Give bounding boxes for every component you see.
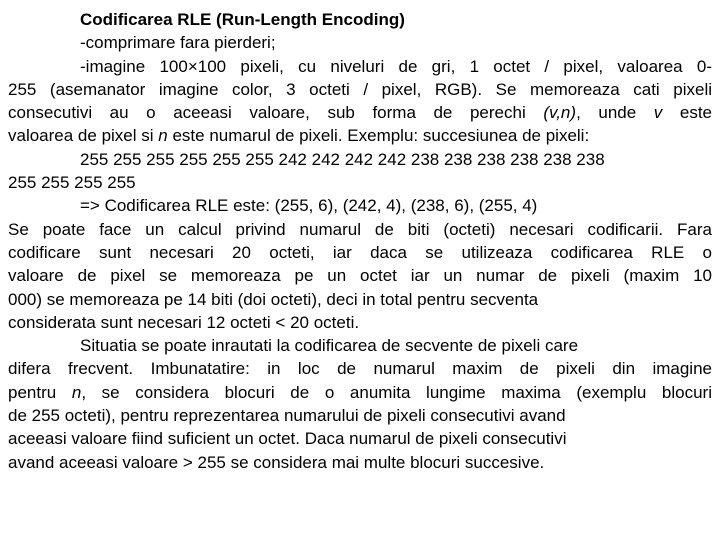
- document-title: Codificarea RLE (Run-Length Encoding): [80, 10, 405, 29]
- text-line-3: 255 (asemanator imagine color, 3 octeti / pixel, RGB). Se memoreaza cati pixeli: [8, 79, 712, 99]
- text-segment: pentru: [8, 382, 72, 402]
- pixel-sequence-line-1: 255 255 255 255 255 255 242 242 242 242 238 238 238 238 238 238: [80, 149, 605, 169]
- text-segment: este: [662, 103, 712, 123]
- text-line-11: valoare de pixel se memoreaza pe un octet iar un numar de pixeli (maxim 10: [8, 266, 712, 286]
- text-segment-italic: n: [71, 382, 82, 402]
- text-segment-italic: n: [158, 126, 168, 146]
- rle-result-line: => Codificarea RLE este: (255, 6), (242, 4), (238, 6), (255, 4): [80, 196, 538, 216]
- text-line-2: -imagine 100×100 pixeli, cu niveluri de gri, 1 octet / pixel, valoarea 0-: [80, 56, 712, 76]
- text-line-4: [8, 101, 712, 124]
- text-line-9: Se poate face un calcul privind numarul de biti (octeti) necesari codificarii. Fara: [8, 219, 712, 239]
- text-line-1: -comprimare fara pierderi;: [80, 33, 276, 53]
- text-line-12: 000) se memoreaza pe 14 biti (doi octeti), deci in total pentru secventa: [8, 289, 539, 309]
- text-line-19: avand aceeasi valoare > 255 se considera mai multe blocuri succesive.: [8, 452, 545, 472]
- text-line-17: de 255 octeti), pentru reprezentarea numarului de pixeli consecutivi avand: [8, 406, 566, 426]
- text-line-14: Situatia se poate inrautati la codificarea de secvente de pixeli care: [80, 336, 579, 356]
- text-line-5: [8, 124, 712, 147]
- text-line-13: considerata sunt necesari 12 octeti < 20 octeti.: [8, 312, 360, 332]
- text-line-18: aceeasi valoare fiind suficient un octet. Daca numarul de pixeli consecutivi: [8, 429, 567, 449]
- text-segment-italic: (v,n): [543, 103, 577, 123]
- text-segment: , unde: [576, 103, 654, 123]
- pixel-sequence-line-2: 255 255 255 255: [8, 173, 136, 193]
- text-line-10: codificare sunt necesari 20 octeti, iar daca se utilizeaza codificarea RLE o: [8, 242, 712, 262]
- text-segment: valoarea de pixel si: [8, 126, 159, 146]
- text-segment: , se considera blocuri de o anumita lungime maxima (exemplu blocuri: [81, 382, 712, 402]
- text-segment-italic: v: [653, 103, 663, 123]
- text-line-16: [8, 381, 712, 404]
- document-body: [8, 8, 712, 474]
- text-segment: este numarul de pixeli. Exemplu: succesiunea de pixeli:: [167, 126, 590, 146]
- text-segment: consecutivi au o aceeasi valoare, sub forma de perechi: [8, 103, 544, 123]
- text-line-15: difera frecvent. Imbunatatire: in loc de numarul maxim de pixeli din imagine: [8, 359, 712, 379]
